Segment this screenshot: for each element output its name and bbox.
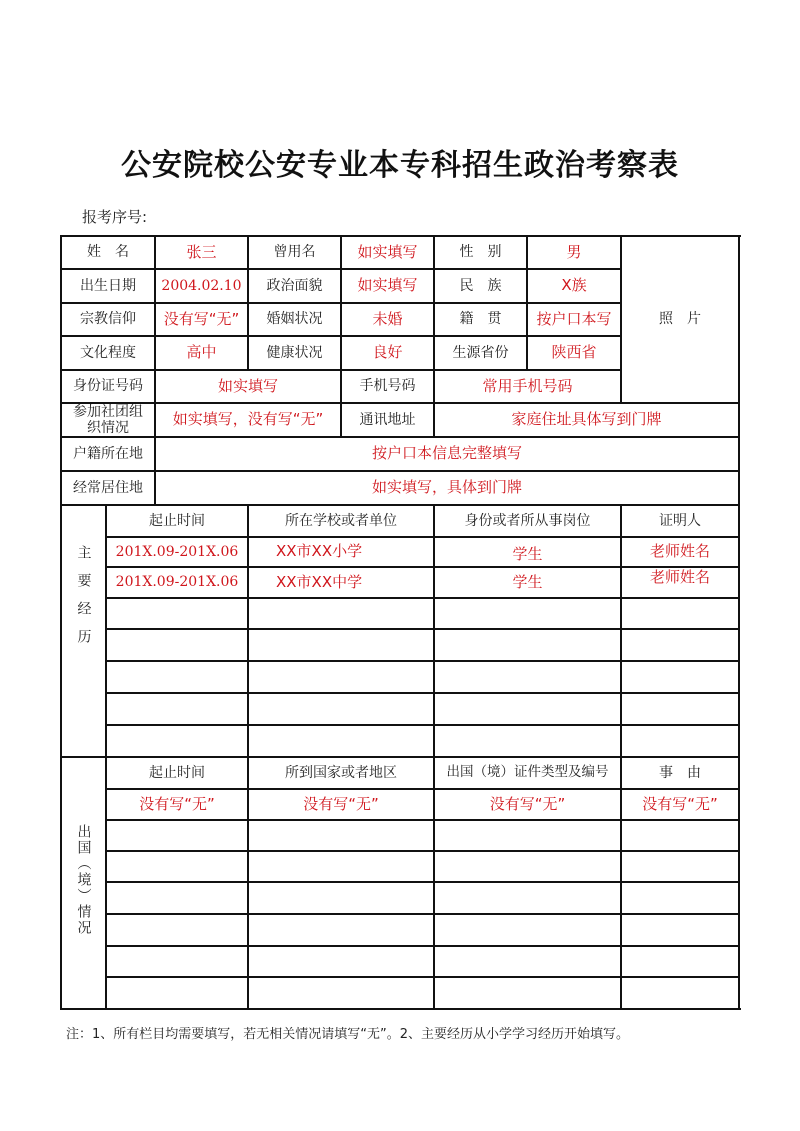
native-place-value[interactable]: 按户口本写 <box>536 309 612 328</box>
exp-row-1-witness[interactable]: 老师姓名 <box>649 542 710 561</box>
abroad-row-1-document[interactable]: 没有写“无” <box>489 794 566 813</box>
birth-value[interactable]: 2004.02.10 <box>161 277 242 294</box>
grid-line <box>106 660 740 662</box>
experience-section-text: 主要经历 <box>75 545 92 657</box>
gender-value[interactable]: 男 <box>566 242 582 261</box>
phone-value[interactable]: 常用手机号码 <box>482 376 573 395</box>
name-label: 姓 名 <box>87 244 129 261</box>
grid-line <box>106 819 740 821</box>
serial-number-label: 报考序号: <box>82 208 148 226</box>
experience-section-label <box>61 505 106 757</box>
grid-line <box>106 536 740 538</box>
grid-line <box>433 236 435 437</box>
education-label: 文化程度 <box>80 344 136 361</box>
phone-label: 手机号码 <box>359 378 416 395</box>
abroad-header-country: 所到国家或者地区 <box>285 764 397 781</box>
organization-value[interactable]: 如实填写，没有写“无” <box>172 410 324 429</box>
abroad-section-text: 出国（境）情况 <box>75 824 92 936</box>
abroad-row-1-country[interactable]: 没有写“无” <box>303 794 379 813</box>
exp-header-school: 所在学校或者单位 <box>285 512 397 529</box>
grid-line <box>61 402 740 404</box>
exp-row-2-school[interactable]: XX市XX中学 <box>276 572 363 591</box>
abroad-row-1-period[interactable]: 没有写“无” <box>139 794 215 813</box>
exp-header-witness: 证明人 <box>659 512 701 529</box>
birth-label: 出生日期 <box>80 277 136 294</box>
marital-label: 婚姻状况 <box>266 311 323 328</box>
grid-line <box>106 566 740 568</box>
border-left <box>60 235 62 1010</box>
province-value[interactable]: 陕西省 <box>551 343 597 362</box>
political-value[interactable]: 如实填写 <box>357 276 418 295</box>
abroad-header-reason: 事 由 <box>659 764 701 781</box>
grid-line <box>247 236 249 370</box>
marital-value[interactable]: 未婚 <box>372 309 403 328</box>
province-label: 生源省份 <box>452 344 509 361</box>
hukou-value[interactable]: 按户口本信息完整填写 <box>371 444 522 463</box>
exp-header-position: 身份或者所从事岗位 <box>464 512 591 529</box>
address-label: 通讯地址 <box>359 411 416 428</box>
religion-label: 宗教信仰 <box>80 311 136 328</box>
grid-line <box>106 945 740 947</box>
id-number-value[interactable]: 如实填写 <box>217 376 278 395</box>
grid-line <box>340 236 342 437</box>
abroad-section-label <box>61 757 106 1009</box>
grid-line <box>620 236 622 403</box>
exp-row-2-position[interactable]: 学生 <box>512 572 543 591</box>
grid-line <box>106 850 740 852</box>
border-bottom <box>61 1008 741 1010</box>
religion-value[interactable]: 没有写“无” <box>163 309 240 328</box>
footnote: 注：1、所有栏目均需要填写，若无相关情况请填写“无”。2、主要经历从小学学习经历开始填写。 <box>66 1027 630 1042</box>
abroad-header-document: 出国（境）证件类型及编号 <box>446 764 609 781</box>
health-label: 健康状况 <box>266 344 323 361</box>
border-right <box>738 235 740 1010</box>
exp-header-period: 起止时间 <box>149 512 205 529</box>
political-label: 政治面貌 <box>266 277 323 294</box>
exp-row-1-period[interactable]: 201X.09-201X.06 <box>115 543 239 560</box>
health-value[interactable]: 良好 <box>372 343 403 362</box>
native-place-label: 籍 贯 <box>459 311 502 328</box>
id-number-label: 身份证号码 <box>73 378 143 395</box>
grid-line <box>106 881 740 883</box>
grid-line <box>106 692 740 694</box>
border-top <box>61 235 741 237</box>
grid-line <box>106 628 740 630</box>
grid-line <box>154 236 156 505</box>
photo-placeholder[interactable]: 照 片 <box>659 311 701 328</box>
page-title: 公安院校公安专业本专科招生政治考察表 <box>121 148 679 183</box>
abroad-header-period: 起止时间 <box>149 764 205 781</box>
grid-line <box>61 756 740 758</box>
abroad-row-1-reason[interactable]: 没有写“无” <box>642 794 718 813</box>
former-name-value[interactable]: 如实填写 <box>357 242 418 261</box>
organization-label: 参加社团组织情况 <box>73 403 143 436</box>
name-value[interactable]: 张三 <box>186 242 217 261</box>
grid-line <box>106 976 740 978</box>
grid-line <box>61 504 740 506</box>
grid-line <box>106 724 740 726</box>
former-name-label: 曾用名 <box>273 244 316 261</box>
grid-line <box>526 236 528 370</box>
gender-label: 性 别 <box>459 244 502 261</box>
exp-row-2-period[interactable]: 201X.09-201X.06 <box>115 574 239 591</box>
education-value[interactable]: 高中 <box>186 343 217 362</box>
residence-label: 经常居住地 <box>73 479 143 496</box>
ethnicity-value[interactable]: X族 <box>561 276 587 295</box>
ethnicity-label: 民 族 <box>459 277 502 294</box>
exp-row-1-position[interactable]: 学生 <box>512 545 543 564</box>
grid-line <box>61 470 740 472</box>
address-value[interactable]: 家庭住址具体写到门牌 <box>511 410 662 429</box>
grid-line <box>61 436 740 438</box>
residence-value[interactable]: 如实填写，具体到门牌 <box>371 478 522 497</box>
grid-line <box>106 913 740 915</box>
exp-row-1-school[interactable]: XX市XX小学 <box>276 542 363 561</box>
grid-line <box>106 788 740 790</box>
grid-line <box>106 597 740 599</box>
hukou-label: 户籍所在地 <box>73 445 143 462</box>
exp-row-2-witness[interactable]: 老师姓名 <box>649 567 710 586</box>
